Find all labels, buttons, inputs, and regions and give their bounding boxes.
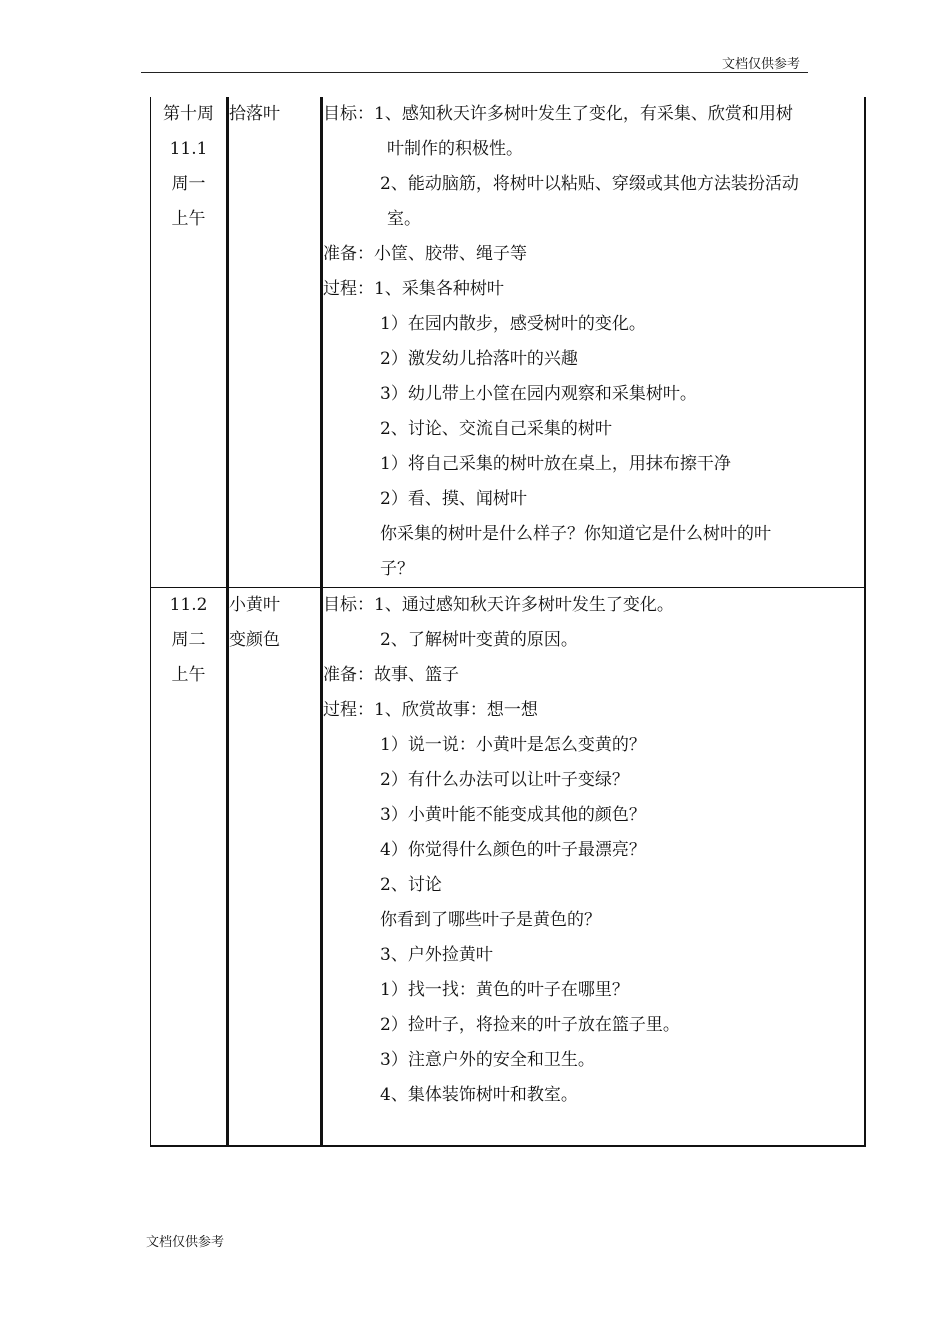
prep-line: 准备：故事、篮子 bbox=[323, 665, 459, 685]
process-line: 3）小黄叶能不能变成其他的颜色？ bbox=[380, 805, 646, 825]
process-line: 子？ bbox=[380, 559, 414, 579]
date-line: 11.1 bbox=[169, 139, 208, 159]
content-cell bbox=[322, 97, 865, 588]
goal-line: 目标：1、感知秋天许多树叶发生了变化，有采集、欣赏和用树 bbox=[323, 104, 793, 124]
process-line: 1）在园内散步，感受树叶的变化。 bbox=[380, 314, 646, 334]
table-row bbox=[151, 588, 865, 1147]
goal-line: 2、能动脑筋，将树叶以粘贴、穿缀或其他方法装扮活动 bbox=[380, 174, 799, 194]
process-line: 2）捡叶子，将捡来的叶子放在篮子里。 bbox=[380, 1015, 680, 1035]
process-line: 2）有什么办法可以让叶子变绿？ bbox=[380, 770, 629, 790]
date-line: 周一 bbox=[171, 174, 206, 194]
process-line: 你看到了哪些叶子是黄色的？ bbox=[380, 910, 601, 930]
header-rule bbox=[141, 72, 808, 73]
goal-line: 2、了解树叶变黄的原因。 bbox=[380, 630, 578, 650]
process-line: 3）注意户外的安全和卫生。 bbox=[380, 1050, 595, 1070]
topic-line: 变颜色 bbox=[229, 630, 280, 650]
date-line: 周二 bbox=[171, 630, 206, 650]
lesson-plan-table bbox=[150, 97, 866, 1147]
process-line: 2）看、摸、闻树叶 bbox=[380, 489, 527, 509]
goal-line: 目标：1、通过感知秋天许多树叶发生了变化。 bbox=[323, 595, 674, 615]
process-line: 1）说一说：小黄叶是怎么变黄的？ bbox=[380, 735, 646, 755]
process-line: 2、讨论 bbox=[380, 875, 442, 895]
process-line: 4、集体装饰树叶和教室。 bbox=[380, 1085, 578, 1105]
date-cell bbox=[151, 588, 228, 1147]
process-line: 3）幼儿带上小筐在园内观察和采集树叶。 bbox=[380, 384, 697, 404]
date-cell bbox=[151, 97, 228, 588]
goal-line: 室。 bbox=[387, 209, 421, 229]
process-line: 3、户外捡黄叶 bbox=[380, 945, 493, 965]
topic-cell bbox=[228, 97, 322, 588]
content-cell bbox=[322, 588, 865, 1147]
process-line: 2、讨论、交流自己采集的树叶 bbox=[380, 419, 612, 439]
process-line: 过程：1、采集各种树叶 bbox=[323, 279, 504, 299]
header-note: 文档仅供参考 bbox=[722, 57, 801, 72]
topic-line: 小黄叶 bbox=[229, 595, 280, 615]
process-line: 1）将自己采集的树叶放在桌上，用抹布擦干净 bbox=[380, 454, 731, 474]
topic-cell bbox=[228, 588, 322, 1147]
process-line: 你采集的树叶是什么样子？你知道它是什么树叶的叶 bbox=[380, 524, 771, 544]
prep-line: 准备：小筐、胶带、绳子等 bbox=[323, 244, 527, 264]
table-row bbox=[151, 97, 865, 588]
date-line: 上午 bbox=[171, 209, 206, 229]
process-line: 1）找一找：黄色的叶子在哪里？ bbox=[380, 980, 629, 1000]
date-line: 第十周 bbox=[163, 104, 214, 124]
topic-line: 拾落叶 bbox=[229, 104, 280, 124]
date-line: 上午 bbox=[171, 665, 206, 685]
date-line: 11.2 bbox=[169, 595, 208, 615]
footer-note: 文档仅供参考 bbox=[146, 1235, 225, 1250]
goal-line: 叶制作的积极性。 bbox=[387, 139, 523, 159]
process-line: 4）你觉得什么颜色的叶子最漂亮？ bbox=[380, 840, 646, 860]
process-line: 2）激发幼儿拾落叶的兴趣 bbox=[380, 349, 578, 369]
process-line: 过程：1、欣赏故事：想一想 bbox=[323, 700, 538, 720]
